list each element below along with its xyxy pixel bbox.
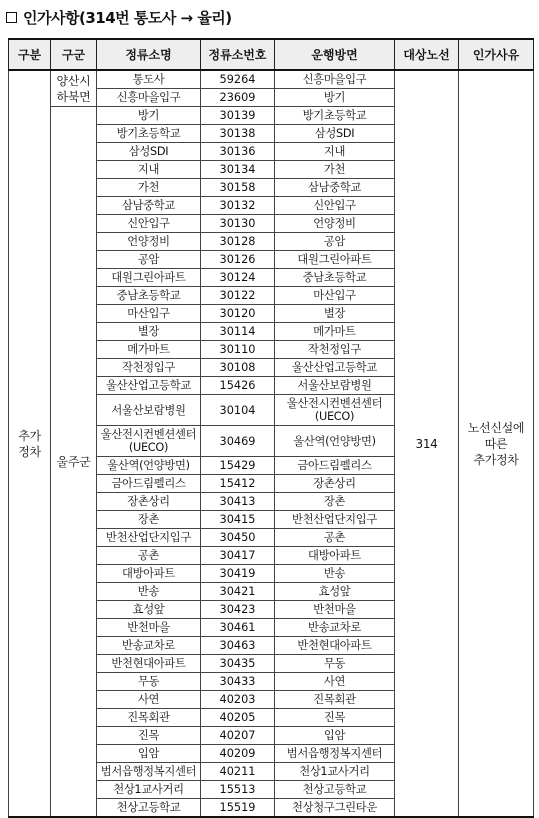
table-row xyxy=(9,70,534,89)
district-cell: 울주군 xyxy=(51,107,97,818)
stop-name-cell: 언양정비 xyxy=(97,233,201,251)
direction-cell: 삼성SDI xyxy=(275,125,395,143)
stop-number-cell: 59264 xyxy=(201,70,275,89)
stop-number-cell: 30126 xyxy=(201,251,275,269)
stop-number-cell: 30463 xyxy=(201,637,275,655)
stop-number-cell: 15519 xyxy=(201,799,275,818)
direction-cell: 반천산업단지입구 xyxy=(275,511,395,529)
stop-number-cell: 30413 xyxy=(201,493,275,511)
header-reason: 인가사유 xyxy=(459,39,534,70)
header-district: 구군 xyxy=(51,39,97,70)
stop-name-cell: 효성앞 xyxy=(97,601,201,619)
stop-name-cell: 작천정입구 xyxy=(97,359,201,377)
header-stop-number: 정류소번호 xyxy=(201,39,275,70)
direction-cell: 삼남중학교 xyxy=(275,179,395,197)
stop-name-cell: 반송교차로 xyxy=(97,637,201,655)
stop-name-cell: 천상고등학교 xyxy=(97,799,201,818)
stop-number-cell: 30158 xyxy=(201,179,275,197)
stop-number-cell: 15426 xyxy=(201,377,275,395)
stop-number-cell: 30450 xyxy=(201,529,275,547)
direction-cell: 가천 xyxy=(275,161,395,179)
stop-name-cell: 반천산업단지입구 xyxy=(97,529,201,547)
checkbox-square-icon xyxy=(6,12,17,23)
route-approval-table xyxy=(8,38,534,818)
direction-cell: 메가마트 xyxy=(275,323,395,341)
stop-name-cell: 메가마트 xyxy=(97,341,201,359)
direction-cell: 작천정입구 xyxy=(275,341,395,359)
stop-name-cell: 무동 xyxy=(97,673,201,691)
stop-name-cell: 금아드림펠리스 xyxy=(97,475,201,493)
direction-cell: 금아드림펠리스 xyxy=(275,457,395,475)
stop-number-cell: 30110 xyxy=(201,341,275,359)
stop-number-cell: 15429 xyxy=(201,457,275,475)
stop-number-cell: 30122 xyxy=(201,287,275,305)
stop-name-cell: 장촌상리 xyxy=(97,493,201,511)
direction-cell: 입암 xyxy=(275,727,395,745)
stop-number-cell: 40207 xyxy=(201,727,275,745)
stop-name-cell: 지내 xyxy=(97,161,201,179)
stop-name-cell: 서울산보람병원 xyxy=(97,395,201,426)
direction-cell: 사연 xyxy=(275,673,395,691)
stop-name-cell: 울산역(언양방면) xyxy=(97,457,201,475)
direction-cell: 울산전시컨벤션센터 (UECO) xyxy=(275,395,395,426)
stop-number-cell: 30423 xyxy=(201,601,275,619)
stop-name-cell: 방기 xyxy=(97,107,201,125)
direction-cell: 방기초등학교 xyxy=(275,107,395,125)
header-stop-name: 정류소명 xyxy=(97,39,201,70)
direction-cell: 반송 xyxy=(275,565,395,583)
header-route: 대상노선 xyxy=(395,39,459,70)
table-header-row xyxy=(9,39,534,70)
stop-name-cell: 범서읍행정복지센터 xyxy=(97,763,201,781)
category-cell: 추가 정차 xyxy=(9,70,51,817)
stop-name-cell: 진목 xyxy=(97,727,201,745)
direction-cell: 언양정비 xyxy=(275,215,395,233)
direction-cell: 지내 xyxy=(275,143,395,161)
stop-name-cell: 별장 xyxy=(97,323,201,341)
direction-cell: 장촌상리 xyxy=(275,475,395,493)
direction-cell: 진목회관 xyxy=(275,691,395,709)
direction-cell: 천상청구그린타운 xyxy=(275,799,395,818)
direction-cell: 울산역(언양방면) xyxy=(275,426,395,457)
stop-number-cell: 30104 xyxy=(201,395,275,426)
stop-name-cell: 울산산업고등학교 xyxy=(97,377,201,395)
direction-cell: 천상고등학교 xyxy=(275,781,395,799)
direction-cell: 무동 xyxy=(275,655,395,673)
stop-name-cell: 신흥마을입구 xyxy=(97,89,201,107)
stop-name-cell: 반천현대아파트 xyxy=(97,655,201,673)
reason-cell: 노선신설에 따른 추가정차 xyxy=(459,70,534,817)
route-cell: 314 xyxy=(395,70,459,817)
stop-number-cell: 40209 xyxy=(201,745,275,763)
stop-name-cell: 입암 xyxy=(97,745,201,763)
stop-name-cell: 공암 xyxy=(97,251,201,269)
stop-name-cell: 가천 xyxy=(97,179,201,197)
direction-cell: 천상1교사거리 xyxy=(275,763,395,781)
direction-cell: 공암 xyxy=(275,233,395,251)
stop-name-cell: 신안입구 xyxy=(97,215,201,233)
stop-name-cell: 반송 xyxy=(97,583,201,601)
stop-number-cell: 30433 xyxy=(201,673,275,691)
stop-name-cell: 진목회관 xyxy=(97,709,201,727)
stop-number-cell: 23609 xyxy=(201,89,275,107)
page-title xyxy=(6,6,232,28)
direction-cell: 신안입구 xyxy=(275,197,395,215)
stop-name-cell: 삼성SDI xyxy=(97,143,201,161)
direction-cell: 울산산업고등학교 xyxy=(275,359,395,377)
stop-number-cell: 30138 xyxy=(201,125,275,143)
stop-number-cell: 30128 xyxy=(201,233,275,251)
direction-cell: 서울산보람병원 xyxy=(275,377,395,395)
stop-number-cell: 40203 xyxy=(201,691,275,709)
direction-cell: 공촌 xyxy=(275,529,395,547)
stop-number-cell: 30461 xyxy=(201,619,275,637)
title-text: 인가사항(314번 통도사 → 율리) xyxy=(23,8,232,27)
direction-cell: 대원그린아파트 xyxy=(275,251,395,269)
direction-cell: 방기 xyxy=(275,89,395,107)
stop-number-cell: 30469 xyxy=(201,426,275,457)
table-body xyxy=(9,70,534,817)
stop-number-cell: 30108 xyxy=(201,359,275,377)
stop-name-cell: 방기초등학교 xyxy=(97,125,201,143)
stop-number-cell: 30139 xyxy=(201,107,275,125)
stop-name-cell: 통도사 xyxy=(97,70,201,89)
direction-cell: 범서읍행정복지센터 xyxy=(275,745,395,763)
stop-name-cell: 공촌 xyxy=(97,547,201,565)
stop-number-cell: 30417 xyxy=(201,547,275,565)
stop-number-cell: 30136 xyxy=(201,143,275,161)
direction-cell: 반천현대아파트 xyxy=(275,637,395,655)
stop-number-cell: 30415 xyxy=(201,511,275,529)
direction-cell: 효성앞 xyxy=(275,583,395,601)
stop-name-cell: 천상1교사거리 xyxy=(97,781,201,799)
direction-cell: 중남초등학교 xyxy=(275,269,395,287)
stop-name-cell: 울산전시컨벤션센터 (UECO) xyxy=(97,426,201,457)
stop-number-cell: 30130 xyxy=(201,215,275,233)
direction-cell: 반송교차로 xyxy=(275,619,395,637)
stop-name-cell: 대원그린아파트 xyxy=(97,269,201,287)
direction-cell: 대방아파트 xyxy=(275,547,395,565)
header-direction: 운행방면 xyxy=(275,39,395,70)
direction-cell: 장촌 xyxy=(275,493,395,511)
stop-number-cell: 15412 xyxy=(201,475,275,493)
direction-cell: 신흥마을입구 xyxy=(275,70,395,89)
stop-number-cell: 30134 xyxy=(201,161,275,179)
stop-number-cell: 30132 xyxy=(201,197,275,215)
direction-cell: 마산입구 xyxy=(275,287,395,305)
direction-cell: 진목 xyxy=(275,709,395,727)
stop-name-cell: 반천마을 xyxy=(97,619,201,637)
stop-number-cell: 40211 xyxy=(201,763,275,781)
stop-name-cell: 중남초등학교 xyxy=(97,287,201,305)
stop-number-cell: 30435 xyxy=(201,655,275,673)
stop-number-cell: 15513 xyxy=(201,781,275,799)
stop-name-cell: 사연 xyxy=(97,691,201,709)
stop-name-cell: 장촌 xyxy=(97,511,201,529)
stop-number-cell: 30114 xyxy=(201,323,275,341)
direction-cell: 반천마을 xyxy=(275,601,395,619)
district-cell: 양산시 하북면 xyxy=(51,70,97,107)
stop-name-cell: 삼남중학교 xyxy=(97,197,201,215)
stop-number-cell: 40205 xyxy=(201,709,275,727)
stop-number-cell: 30419 xyxy=(201,565,275,583)
stop-number-cell: 30421 xyxy=(201,583,275,601)
stop-name-cell: 대방아파트 xyxy=(97,565,201,583)
direction-cell: 별장 xyxy=(275,305,395,323)
stop-number-cell: 30120 xyxy=(201,305,275,323)
stop-name-cell: 마산입구 xyxy=(97,305,201,323)
header-category: 구분 xyxy=(9,39,51,70)
stop-number-cell: 30124 xyxy=(201,269,275,287)
